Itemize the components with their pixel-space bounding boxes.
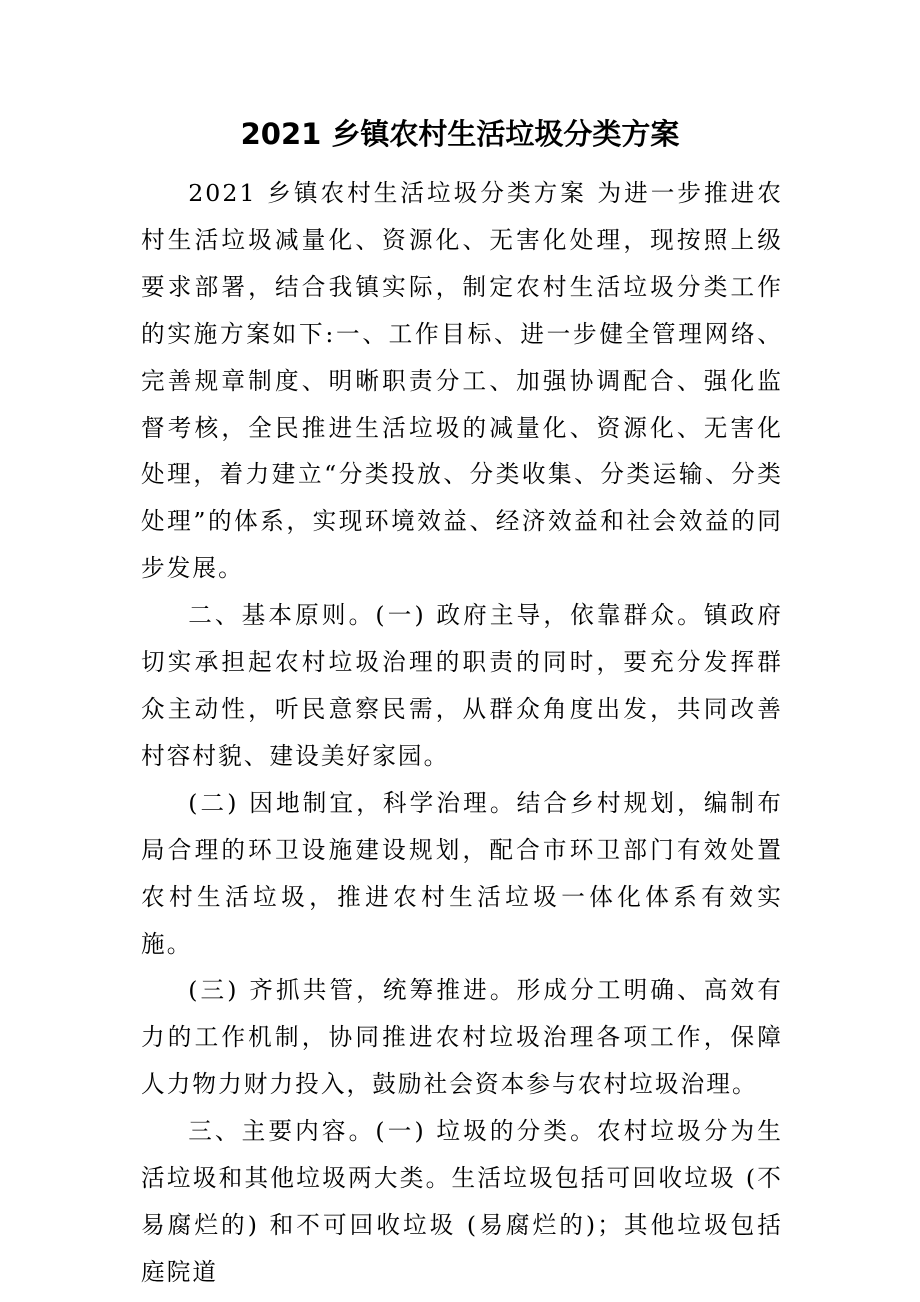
document-title: 2021 乡镇农村生活垃圾分类方案 xyxy=(240,117,680,151)
paragraph-intro-and-goals: 2021 乡镇农村生活垃圾分类方案 为进一步推进农村生活垃圾减量化、资源化、无害化处理，现按照上级要求部署，结合我镇实际，制定农村生活垃圾分类工作的实施方案如下:一、工作目标、进一步健全管理网络、完善规章制度、明晰职责分工、加强协调配合、强化监督考核，全民推进生活垃圾的减量化、资源化、无害化处理，着力建立“分类投放、分类收集、分类运输、分类处理”的体系，实现环境效益、经济效益和社会效益的同步发展。 xyxy=(141,179,783,583)
paragraph-basic-principles: 二、基本原则。(一) 政府主导，依靠群众。镇政府切实承担起农村垃圾治理的职责的同时，要充分发挥群众主动性，听民意察民需，从群众角度出发，共同改善村容村貌、建设美好家园。 xyxy=(141,601,783,770)
document-body xyxy=(141,170,783,1296)
paragraph-principle-three: (三) 齐抓共管，统筹推进。形成分工明确、高效有力的工作机制，协同推进农村垃圾治理各项工作，保障人力物力财力投入，鼓励社会资本参与农村垃圾治理。 xyxy=(141,976,783,1099)
paragraph-principle-two: (二) 因地制宜，科学治理。结合乡村规划，编制布局合理的环卫设施建设规划，配合市环卫部门有效处置农村生活垃圾，推进农村生活垃圾一体化体系有效实施。 xyxy=(141,788,783,958)
paragraph-main-content: 三、主要内容。(一) 垃圾的分类。农村垃圾分为生活垃圾和其他垃圾两大类。生活垃圾包括可回收垃圾 (不易腐烂的) 和不可回收垃圾 (易腐烂的)；其他垃圾包括庭院道 xyxy=(141,1117,783,1286)
